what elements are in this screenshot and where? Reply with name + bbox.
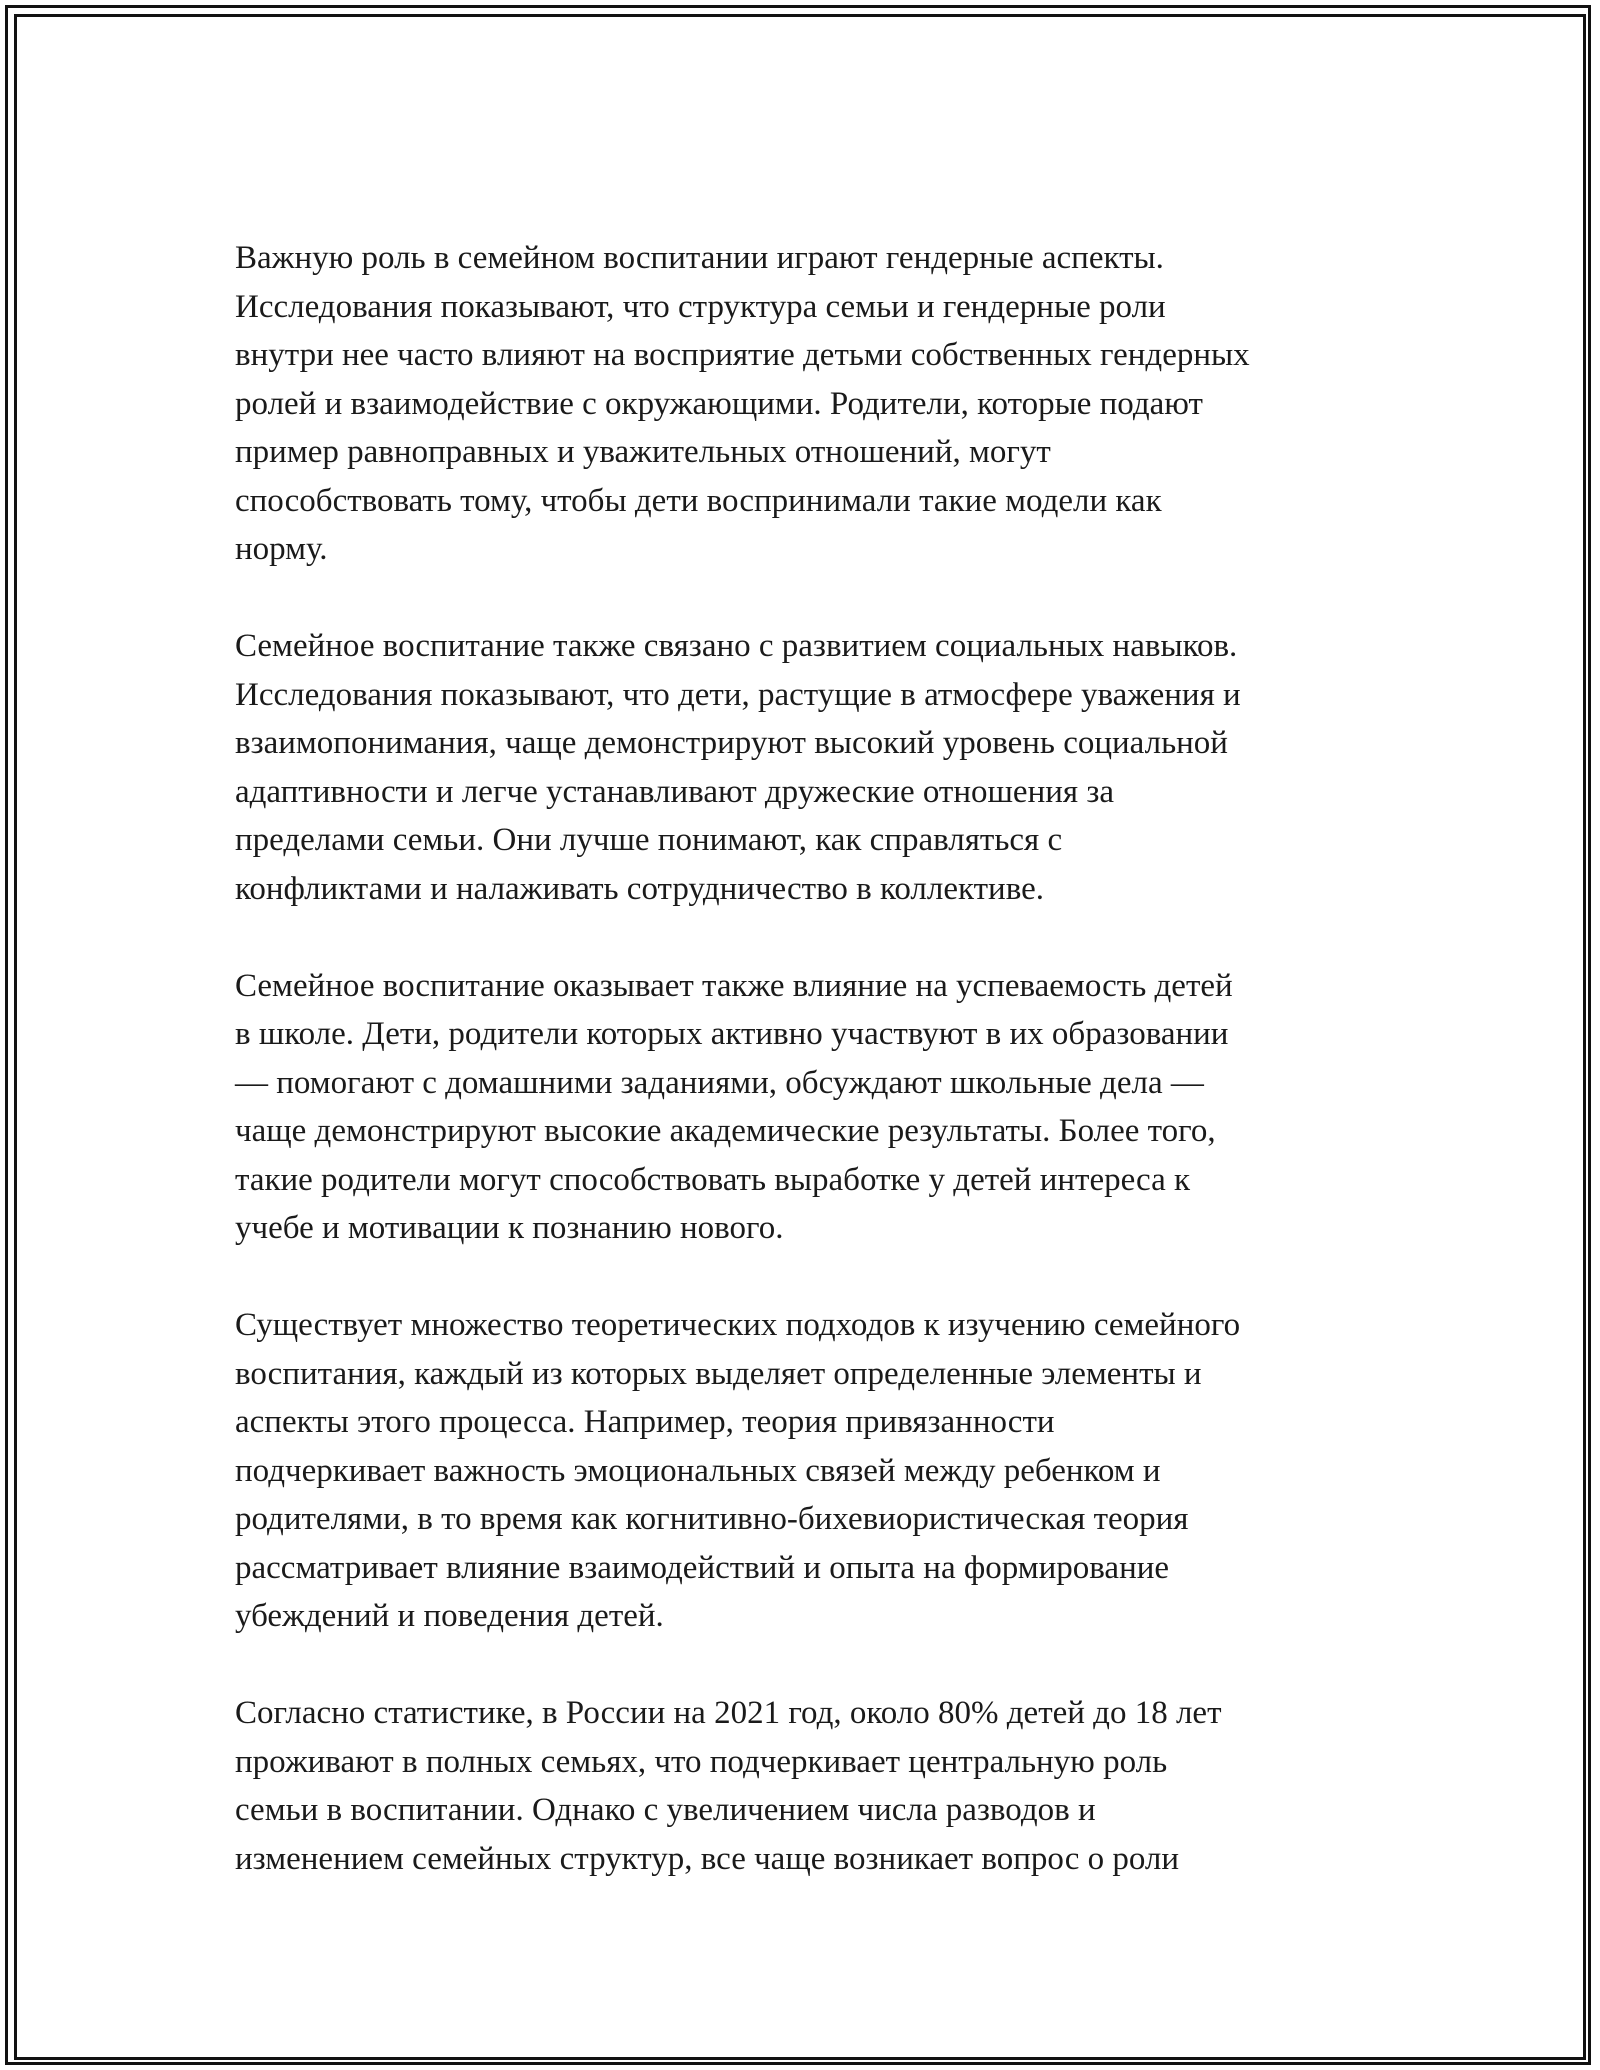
text-line: воспитания, каждый из которых выделяет определенные элементы и — [235, 1355, 1202, 1392]
text-line: учебе и мотивации к познанию нового. — [235, 1210, 784, 1246]
text-line: Семейное воспитание оказывает также влияние на успеваемость детей — [235, 967, 1233, 1004]
text-line: способствовать тому, чтобы дети воспринимали такие модели как — [235, 482, 1162, 519]
text-line: взаимопонимания, чаще демонстрируют высокий уровень социальной — [235, 725, 1228, 761]
paragraph-theoretical-approaches — [235, 1301, 1375, 1641]
text-line: чаще демонстрируют высокие академические результаты. Более того, — [235, 1113, 1216, 1149]
text-line: рассматривает влияние взаимодействий и опыта на формирование — [235, 1549, 1170, 1586]
text-line: — помогают с домашними заданиями, обсуждают школьные дела — — [235, 1064, 1204, 1101]
text-line: в школе. Дети, родители которых активно участвуют в их образовании — [235, 1016, 1229, 1052]
text-line: ролей и взаимодействие с окружающими. Родители, которые подают — [235, 385, 1203, 422]
text-line: Исследования показывают, что дети, растущие в атмосфере уважения и — [235, 676, 1241, 713]
text-line: Согласно статистике, в России на 2021 год, около 80% детей до 18 лет — [235, 1695, 1222, 1731]
text-line: аспекты этого процесса. Например, теория привязанности — [235, 1404, 1055, 1440]
text-line: родителями, в то время как когнитивно-бихевиористическая теория — [235, 1501, 1189, 1537]
text-line: такие родители могут способствовать выработке у детей интереса к — [235, 1161, 1191, 1198]
paragraph-school-performance — [235, 962, 1375, 1253]
text-line: норму. — [235, 531, 328, 567]
text-line: пределами семьи. Они лучше понимают, как справляться с — [235, 822, 1063, 858]
text-line: семьи в воспитании. Однако с увеличением числа разводов и — [235, 1792, 1096, 1828]
text-line: убеждений и поведения детей. — [235, 1598, 664, 1634]
document-body — [235, 234, 1375, 1932]
text-line: внутри нее часто влияют на восприятие детьми собственных гендерных — [235, 337, 1250, 373]
text-line: Семейное воспитание также связано с развитием социальных навыков. — [235, 628, 1238, 664]
text-line: Исследования показывают, что структура семьи и гендерные роли — [235, 288, 1166, 325]
text-line: Существует множество теоретических подходов к изучению семейного — [235, 1307, 1241, 1343]
text-line: конфликтами и налаживать сотрудничество в коллективе. — [235, 870, 1044, 907]
paragraph-statistics — [235, 1689, 1375, 1883]
text-line: Важную роль в семейном воспитании играют гендерные аспекты. — [235, 240, 1164, 276]
text-line: пример равноправных и уважительных отношений, могут — [235, 434, 1051, 470]
text-line: подчеркивает важность эмоциональных связей между ребенком и — [235, 1452, 1161, 1489]
paragraph-social-skills — [235, 622, 1375, 913]
text-line: проживают в полных семьях, что подчеркивает центральную роль — [235, 1743, 1168, 1780]
text-line: изменением семейных структур, все чаще возникает вопрос о роли — [235, 1840, 1180, 1877]
paragraph-gender-aspects — [235, 234, 1375, 574]
text-line: адаптивности и легче устанавливают дружеские отношения за — [235, 773, 1114, 810]
